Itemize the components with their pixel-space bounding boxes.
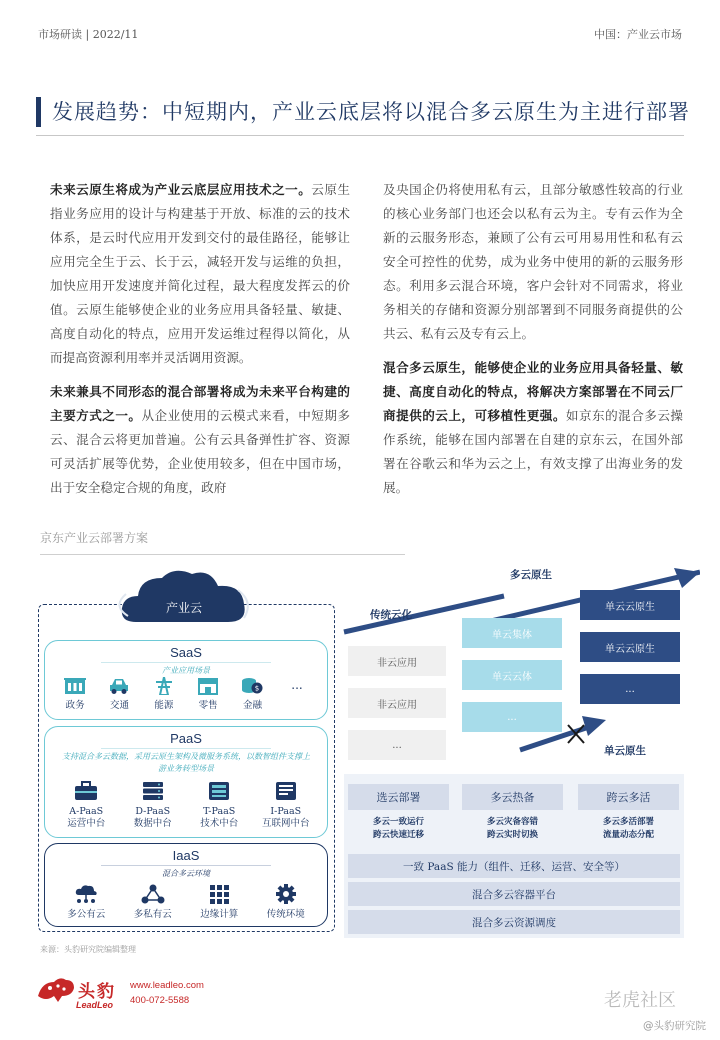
saas-divider xyxy=(101,662,271,663)
single-cloud-native-cell: 单云云原生 xyxy=(580,590,680,620)
logo-text: 头豹 xyxy=(78,982,116,1001)
paas-item xyxy=(54,781,118,830)
saas-item xyxy=(230,677,274,712)
saas-item-label: 金融 xyxy=(242,700,262,711)
paas-layer xyxy=(44,726,328,838)
paragraph-lead: 未来云原生将成为产业云底层应用技术之一。 xyxy=(50,182,312,197)
single-cloud-native-more-cell: ... xyxy=(580,674,680,704)
non-cloud-app-cell: 非云应用 xyxy=(348,646,446,676)
paragraph-text: 及央国企仍将使用私有云，且部分敏感性较高的行业的核心业务部门也还会以私有云为主。专有云作为全新的云服务形态，兼顾了公有云可用易用性和私有云安全可控性的优势，成为业务中使用的新的云服务形态。利用多云混合环境，客户会针对不同需求，将业务相关的存储和资源分别部署到不同服务商提供的公共云、私有云及专有云上。 xyxy=(383,182,683,341)
paragraph xyxy=(383,356,683,500)
iaas-item xyxy=(254,884,318,921)
paas-item-label: D-PaaS 数据中台 xyxy=(133,806,172,829)
non-cloud-more-cell: ... xyxy=(348,730,446,760)
figure-title: 京东产业云部署方案 xyxy=(40,531,149,545)
iaas-item-label: 传统环境 xyxy=(266,909,305,920)
iaas-item xyxy=(54,884,118,921)
paragraph xyxy=(50,380,350,500)
network-nodes-icon xyxy=(141,884,165,904)
paas-capability-bar: 一致 PaaS 能力（组件、迁移、运营、安全等） xyxy=(348,854,680,878)
cloud-icon xyxy=(118,566,250,626)
gear-icon xyxy=(274,884,298,904)
more-icon xyxy=(286,677,308,695)
strategy-description: 多云多活部署 流量动态分配 xyxy=(602,817,654,840)
header-right: 中国：产业云市场 xyxy=(594,28,682,41)
iaas-layer xyxy=(44,843,328,927)
paragraph-text: 如京东的混合多云操作系统，能够在国内部署在自建的京东云，在国外部署在谷歌云和华为云之上，有效支撑了出海业务的发展。 xyxy=(383,408,684,495)
paragraph-text: 从企业使用的云模式来看，中短期多云、混合云将更加普遍。公有云具备弹性扩容、资源可灵活扩展等优势，企业使用较多，但在中国市场，出于安全稳定合规的角度，政府 xyxy=(50,408,351,495)
paas-icon-row xyxy=(45,781,327,830)
phone-number: 400-072-5588 xyxy=(130,995,190,1006)
iaas-title: IaaS xyxy=(172,848,200,863)
title-divider xyxy=(36,135,684,136)
iaas-item xyxy=(121,884,185,921)
paas-item xyxy=(121,781,185,830)
paragraph-lead: 未来兼具不同形态的混合部署将成为未来平台构建的主要方式之一。 xyxy=(50,384,350,423)
strategy-active-active: 跨云多活 xyxy=(578,784,679,810)
body-left-column xyxy=(50,178,350,510)
single-cloud-native-cell: 单云云原生 xyxy=(580,632,680,662)
saas-item-label xyxy=(295,700,298,712)
svg-text:...: ... xyxy=(291,678,303,692)
saas-item xyxy=(53,677,97,712)
cloud-label: 产业云 xyxy=(165,601,202,615)
saas-icon-row xyxy=(45,677,327,712)
watermark-community: 老虎社区 xyxy=(604,990,676,1011)
saas-title: SaaS xyxy=(170,645,202,660)
container-platform-bar: 混合多云容器平台 xyxy=(348,882,680,906)
saas-item-label: 能源 xyxy=(154,700,174,711)
strategy-description: 多云灾备容错 跨云实时切换 xyxy=(486,817,538,840)
paas-item xyxy=(187,781,251,830)
strategy-hot-standby: 多云热备 xyxy=(462,784,563,810)
strategy-select-cloud: 选云部署 xyxy=(348,784,449,810)
single-cloud-cell: 单云集体 xyxy=(462,618,562,648)
paas-item xyxy=(254,781,318,830)
paragraph xyxy=(50,178,350,370)
title-accent-bar xyxy=(36,97,41,127)
web-panel-icon xyxy=(274,781,298,801)
saas-item-label: 交通 xyxy=(109,700,129,711)
grid-icon xyxy=(207,884,231,904)
svg-text:$: $ xyxy=(255,684,260,693)
single-cloud-arrowhead xyxy=(582,716,606,736)
iaas-item-label: 多私有云 xyxy=(133,909,172,920)
paragraph xyxy=(383,178,683,346)
server-rack-icon xyxy=(207,781,231,801)
logo-subtext: LeadLeo xyxy=(76,1000,114,1010)
saas-item xyxy=(186,677,230,712)
toolbox-icon xyxy=(74,781,98,801)
iaas-item-label: 多公有云 xyxy=(67,909,106,920)
label-traditional-cloud: 传统云化 xyxy=(370,609,412,621)
watermark-author: @头豹研究院 xyxy=(643,1020,706,1032)
label-single-cloud-native: 单云原生 xyxy=(604,745,646,757)
iaas-item xyxy=(187,884,251,921)
coins-icon xyxy=(241,677,263,695)
website-link[interactable]: www.leadleo.com xyxy=(130,980,204,991)
iaas-subtitle: 混合多云环境 xyxy=(162,869,210,878)
iaas-divider xyxy=(101,865,271,866)
car-icon xyxy=(108,677,130,695)
resource-scheduling-bar: 混合多云资源调度 xyxy=(348,910,680,934)
body-right-column xyxy=(383,178,683,510)
paas-description: 支持混合多云数据，采用云原生架构及微服务系统，以数智组件支撑上游业务转型场景 xyxy=(62,752,310,773)
single-cloud-more-cell: ... xyxy=(462,702,562,732)
saas-item-label: 零售 xyxy=(198,700,218,711)
paragraph-text: 云原生指业务应用的设计与构建基于开放、标准的云的技术体系，是云时代应用开发到交付的最佳路径，能够让应用完全生于云、长于云，减轻开发与运维的负担，加快应用开发速度并简化过程，最大程度发挥云的价值。云原生能够使企业的业务应用具备轻量、敏捷、高度自动化的特点，应用开发运维过程得以简化，从而提高资源利用率并灵活调用资源。 xyxy=(50,182,351,365)
government-building-icon xyxy=(64,677,86,695)
leopard-logo-icon xyxy=(36,976,76,1004)
paas-item-label: A-PaaS 运营中台 xyxy=(67,806,106,829)
paragraph-lead: 混合多云原生，能够使企业的业务应用具备轻量、敏捷、高度自动化的特点，将解决方案部署在不同云厂商提供的云上，可移植性更强。 xyxy=(383,360,683,423)
saas-item xyxy=(142,677,186,712)
store-icon xyxy=(197,677,219,695)
cloud-network-icon xyxy=(74,884,98,904)
strategy-description: 多云一致运行 跨云快速迁移 xyxy=(372,817,424,840)
saas-subtitle: 产业应用场景 xyxy=(162,666,210,675)
paas-divider xyxy=(101,748,271,749)
source-note: 来源：头豹研究院编辑整理 xyxy=(40,945,136,954)
energy-tower-icon xyxy=(153,677,175,695)
paas-item-label: T-PaaS 技术中台 xyxy=(200,806,239,829)
page-title: 发展趋势：中短期内，产业云底层将以混合多云原生为主进行部署 xyxy=(52,100,690,124)
iaas-item-label: 边缘计算 xyxy=(200,909,239,920)
paas-item-label: I-PaaS 互联网中台 xyxy=(261,806,310,829)
single-cloud-cell: 单云云体 xyxy=(462,660,562,690)
paas-title: PaaS xyxy=(170,731,202,746)
header-left: 市场研读 | 2022/11 xyxy=(38,28,139,41)
iaas-icon-row xyxy=(45,884,327,921)
database-icon xyxy=(141,781,165,801)
figure-title-divider xyxy=(40,554,405,555)
saas-item xyxy=(97,677,141,712)
saas-item-label: 政务 xyxy=(65,700,85,711)
non-cloud-app-cell: 非云应用 xyxy=(348,688,446,718)
saas-item xyxy=(275,677,319,712)
label-multi-cloud-native: 多云原生 xyxy=(510,569,552,581)
saas-layer xyxy=(44,640,328,720)
